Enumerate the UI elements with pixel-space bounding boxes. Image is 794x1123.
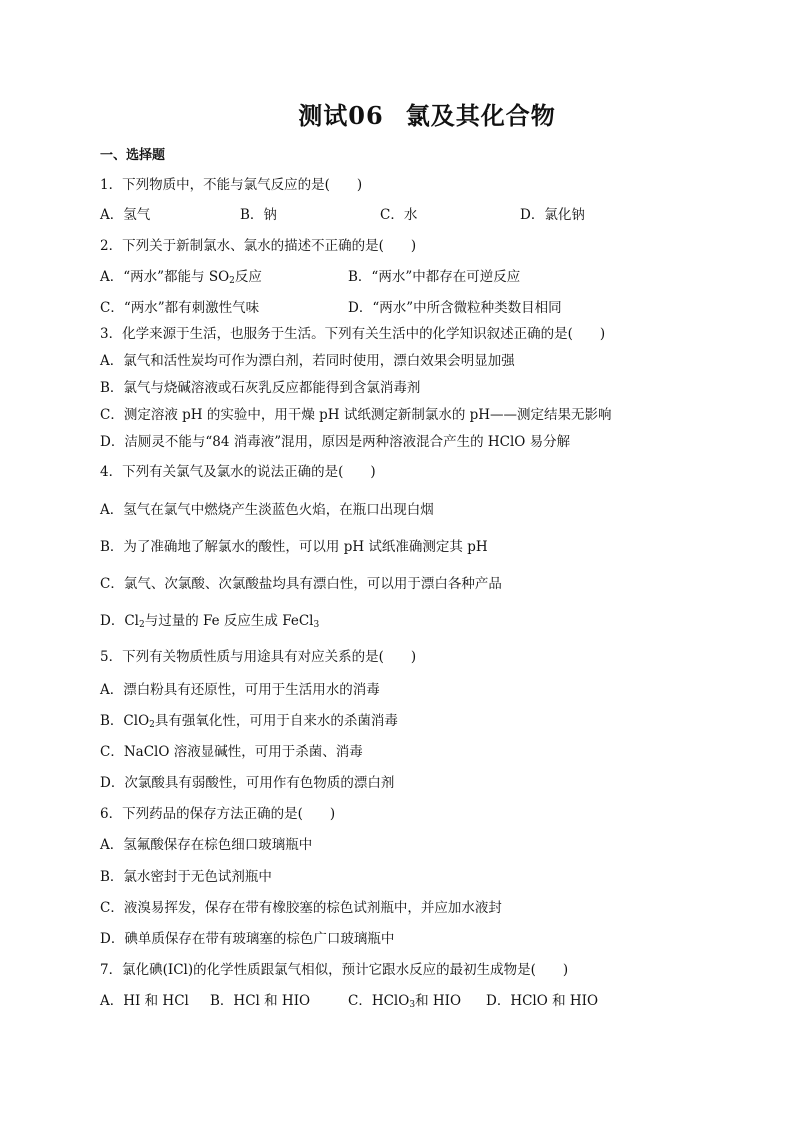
question-2-option-d: D．“两水”中所含微粒种类数目相同 <box>348 300 562 316</box>
title-topic: 氯及其化合物 <box>405 101 556 130</box>
question-3-option-c: C．测定溶液 pH 的实验中，用干燥 pH 试纸测定新制氯水的 pH——测定结果无影响 <box>100 407 612 423</box>
question-5-option-b: B．ClO$_2$具有强氧化性，可用于自来水的杀菌消毒 <box>100 713 398 730</box>
question-4-option-a: A．氢气在氯气中燃烧产生淡蓝色火焰，在瓶口出现白烟 <box>100 502 434 518</box>
question-3-option-d: D．洁厕灵不能与“84 消毒液”混用，原因是两种溶液混合产生的 HClO 易分解 <box>100 434 571 450</box>
question-4-option-d: D．$Cl_2$与过量的 Fe 反应生成 FeCl$_3$ <box>100 613 320 630</box>
page-title <box>0 96 794 131</box>
title-test-number: 测试06 <box>298 101 384 130</box>
section-heading: 一、选择题 <box>100 148 166 163</box>
question-5-option-d: D．次氯酸具有弱酸性，可用作有色物质的漂白剂 <box>100 775 395 791</box>
question-4-option-c: C．氯气、次氯酸、次氯酸盐均具有漂白性，可以用于漂白各种产品 <box>100 576 502 592</box>
question-5-option-a: A．漂白粉具有还原性，可用于生活用水的消毒 <box>100 682 380 698</box>
question-7-option-c: C．HClO$_3$和 HIO <box>348 993 462 1010</box>
question-2-stem: 2．下列关于新制氯水、氯水的描述不正确的是( ) <box>100 238 417 254</box>
question-1-option-d: D．氯化钠 <box>520 207 585 223</box>
question-4-option-b: B．为了准确地了解氯水的酸性，可以用 pH 试纸准确测定其 pH <box>100 539 488 555</box>
question-5-option-c: C．NaClO 溶液显碱性，可用于杀菌、消毒 <box>100 744 363 760</box>
question-7-stem: 7．氯化碘(ICl)的化学性质跟氯气相似，预计它跟水反应的最初生成物是( ) <box>100 962 569 978</box>
question-1-option-c: C．水 <box>380 207 418 223</box>
question-6-option-a: A．氢氟酸保存在棕色细口玻璃瓶中 <box>100 837 313 853</box>
question-2-option-a: A．“两水”都能与 $SO_2$反应 <box>100 269 262 286</box>
question-6-option-c: C．液溴易挥发，保存在带有橡胶塞的棕色试剂瓶中，并应加水液封 <box>100 900 502 916</box>
question-3-option-a: A．氯气和活性炭均可作为漂白剂，若同时使用，漂白效果会明显加强 <box>100 353 515 369</box>
question-6-option-d: D．碘单质保存在带有玻璃塞的棕色广口玻璃瓶中 <box>100 931 395 947</box>
question-2-option-b: B．“两水”中都存在可逆反应 <box>348 269 521 285</box>
question-7-option-a: A．HI 和 HCl <box>100 993 189 1009</box>
question-1-option-a: A．氢气 <box>100 207 151 223</box>
question-6-option-b: B．氯水密封于无色试剂瓶中 <box>100 869 272 885</box>
question-7-option-b: B．HCl 和 HIO <box>210 993 311 1009</box>
question-2-option-c: C．“两水”都有刺激性气味 <box>100 300 260 316</box>
question-1-stem: 1．下列物质中，不能与氯气反应的是( ) <box>100 177 363 193</box>
question-4-stem: 4．下列有关氯气及氯水的说法正确的是( ) <box>100 464 376 480</box>
question-5-stem: 5．下列有关物质性质与用途具有对应关系的是( ) <box>100 649 417 665</box>
question-1-option-b: B．钠 <box>240 207 277 223</box>
question-7-option-d: D．HClO 和 HIO <box>486 993 599 1009</box>
question-6-stem: 6．下列药品的保存方法正确的是( ) <box>100 806 336 822</box>
question-3-option-b: B．氯气与烧碱溶液或石灰乳反应都能得到含氯消毒剂 <box>100 380 421 396</box>
question-3-stem: 3．化学来源于生活，也服务于生活。下列有关生活中的化学知识叙述正确的是( ) <box>100 326 606 342</box>
